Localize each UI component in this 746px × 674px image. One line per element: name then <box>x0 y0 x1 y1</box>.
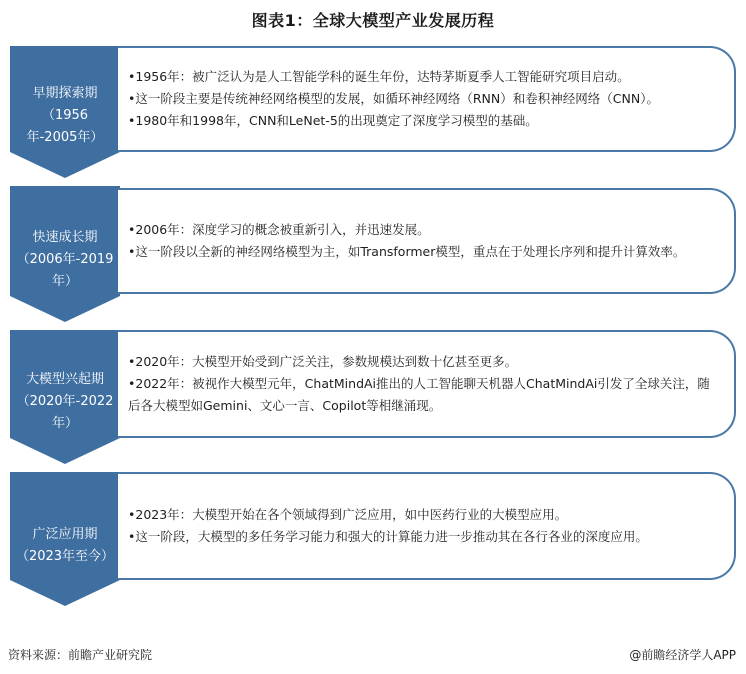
stage-bullet: •2022年：被视作大模型元年，ChatMindAi推出的人工智能聊天机器人ChatMindAi引发了全球关注，随后各大模型如Gemini、文心一言、Copilot等相继涌现。 <box>128 376 710 413</box>
stage-label-line1: 广泛应用期 <box>32 527 98 542</box>
stage-label-large-model-rise <box>10 374 120 430</box>
stage-card-early-exploration <box>118 46 736 152</box>
stage-bullet: •2006年：深度学习的概念被重新引入，并迅速发展。 <box>128 222 430 237</box>
stage-bullet: •1956年：被广泛认为是人工智能学科的诞生年份，达特茅斯夏季人工智能研究项目启动。 <box>128 69 630 84</box>
stage-bullet: •这一阶段主要是传统神经网络模型的发展，如循环神经网络（RNN）和卷积神经网络（CNN）。 <box>128 91 659 106</box>
stage-label-rapid-growth <box>10 232 120 288</box>
source-note: 资料来源：前瞻产业研究院 <box>8 648 153 662</box>
stage-card-wide-application <box>118 472 736 580</box>
brand-credit: @前瞻经济学人APP <box>629 648 736 662</box>
stage-label-wide-application <box>10 518 120 574</box>
stage-label-line1: 快速成长期 <box>32 230 98 245</box>
stage-label-line2: （2023年至今） <box>15 549 115 564</box>
stage-card-large-model-rise <box>118 330 736 438</box>
stage-bullet: •2023年：大模型开始在各个领域得到广泛应用，如中医药行业的大模型应用。 <box>128 507 568 522</box>
stage-label-line1: 早期探索期（1956 <box>32 86 98 123</box>
stage-label-line2: （2006年-2019年） <box>16 252 114 289</box>
stage-label-line1: 大模型兴起期 <box>25 372 104 387</box>
page-title: 图表1：全球大模型产业发展历程 <box>251 11 495 30</box>
stage-label-line2: （2020年-2022年） <box>16 394 114 431</box>
stage-label-line2: 年-2005年） <box>26 130 104 145</box>
stage-card-rapid-growth <box>118 188 736 294</box>
stage-bullet: •这一阶段以全新的神经网络模型为主，如Transformer模型，重点在于处理长序列和提升计算效率。 <box>128 244 686 259</box>
stage-label-early-exploration <box>10 88 120 144</box>
stage-bullet: •2020年：大模型开始受到广泛关注，参数规模达到数十亿甚至更多。 <box>128 354 518 369</box>
stage-bullet: •这一阶段，大模型的多任务学习能力和强大的计算能力进一步推动其在各行各业的深度应用。 <box>128 529 648 544</box>
stage-bullet: •1980年和1998年，CNN和LeNet-5的出现奠定了深度学习模型的基础。 <box>128 113 538 128</box>
